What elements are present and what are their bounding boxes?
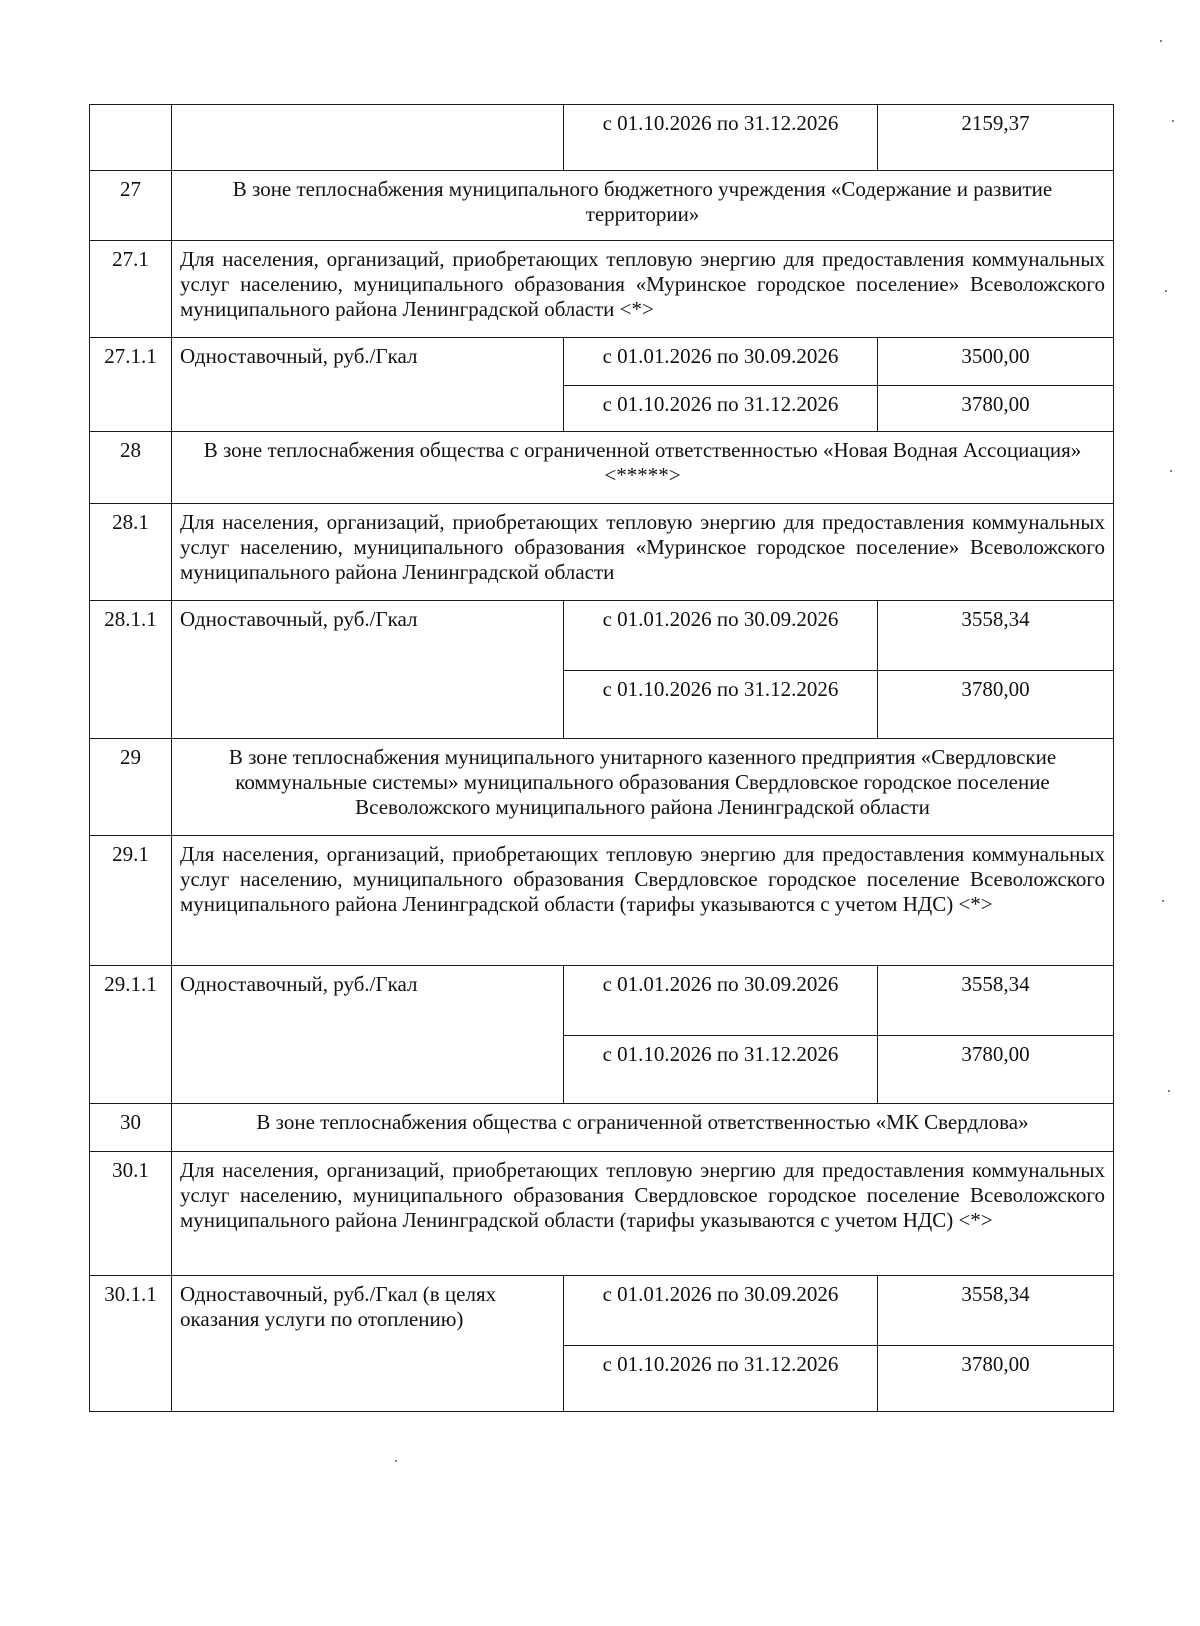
tariff-kind: Одноставочный, руб./Гкал (в целях оказания услуги по отоплению) (172, 1276, 564, 1412)
carryover-kind-cell (172, 105, 564, 171)
tariff-value-cell: 3558,34 (878, 1276, 1114, 1346)
section-title: В зоне теплоснабжения общества с ограниченной ответственностью «МК Свердлова» (172, 1104, 1114, 1152)
tariff-kind: Одноставочный, руб./Гкал (172, 601, 564, 739)
period-cell: с 01.10.2026 по 31.12.2026 (564, 1346, 878, 1412)
tariff-value-cell: 3780,00 (878, 1346, 1114, 1412)
consumer-description: Для населения, организаций, приобретающих тепловую энергию для предоставления коммунальных услуг населению, муниципального образования «Муринское городское поселение» Всеволожского муниципального района Ленинградской области (172, 504, 1114, 601)
period-cell: с 01.01.2026 по 30.09.2026 (564, 601, 878, 671)
consumer-row (90, 241, 1114, 338)
tariff-value-cell: 3780,00 (878, 1036, 1114, 1104)
consumer-row (90, 836, 1114, 966)
consumer-description: Для населения, организаций, приобретающих тепловую энергию для предоставления коммунальных услуг населению, муниципального образования Свердловское городское поселение Всеволожского муниципального района Ленинградской области (тарифы указываются с учетом НДС) <*> (172, 836, 1114, 966)
scan-speck (1168, 1090, 1170, 1092)
period-cell: с 01.01.2026 по 30.09.2026 (564, 966, 878, 1036)
tariff-kind: Одноставочный, руб./Гкал (172, 966, 564, 1104)
consumer-row (90, 1152, 1114, 1276)
tariff-value-cell: 3500,00 (878, 338, 1114, 386)
section-title: В зоне теплоснабжения муниципального бюджетного учреждения «Содержание и развитие территории» (172, 171, 1114, 241)
scan-speck (1162, 900, 1164, 902)
consumer-row (90, 504, 1114, 601)
carryover-row (90, 105, 1114, 171)
tariff-value-cell: 3558,34 (878, 601, 1114, 671)
tariff-kind: Одноставочный, руб./Гкал (172, 338, 564, 432)
carryover-num-cell (90, 105, 172, 171)
section-title: В зоне теплоснабжения муниципального унитарного казенного предприятия «Свердловские коммунальные системы» муниципального образования Свердловское городское поселение Всеволожского муниципального района Ленинградской области (172, 739, 1114, 836)
section-title: В зоне теплоснабжения общества с ограниченной ответственностью «Новая Водная Ассоциация» <*****> (172, 432, 1114, 504)
tariff-row (90, 338, 1114, 386)
tariff-value-cell: 3558,34 (878, 966, 1114, 1036)
tariff-value-cell: 3780,00 (878, 671, 1114, 739)
period-cell: с 01.01.2026 по 30.09.2026 (564, 1276, 878, 1346)
section-header-row (90, 171, 1114, 241)
consumer-description: Для населения, организаций, приобретающих тепловую энергию для предоставления коммунальных услуг населению, муниципального образования «Муринское городское поселение» Всеволожского муниципального района Ленинградской области <*> (172, 241, 1114, 338)
consumer-number: 27.1 (90, 241, 172, 338)
section-number: 29 (90, 739, 172, 836)
consumer-number: 30.1 (90, 1152, 172, 1276)
consumer-number: 29.1 (90, 836, 172, 966)
tariff-value-cell: 3780,00 (878, 386, 1114, 432)
section-number: 28 (90, 432, 172, 504)
section-header-row (90, 1104, 1114, 1152)
section-header-row (90, 432, 1114, 504)
tariff-number: 27.1.1 (90, 338, 172, 432)
tariff-row (90, 1276, 1114, 1346)
section-number: 27 (90, 171, 172, 241)
tariff-row (90, 601, 1114, 671)
period-cell: с 01.10.2026 по 31.12.2026 (564, 386, 878, 432)
period-cell: с 01.10.2026 по 31.12.2026 (564, 105, 878, 171)
tariff-number: 28.1.1 (90, 601, 172, 739)
section-header-row (90, 739, 1114, 836)
scan-speck (1172, 120, 1174, 122)
scan-speck (1160, 40, 1162, 42)
period-cell: с 01.01.2026 по 30.09.2026 (564, 338, 878, 386)
tariff-table (89, 104, 1114, 1412)
period-cell: с 01.10.2026 по 31.12.2026 (564, 671, 878, 739)
tariff-number: 30.1.1 (90, 1276, 172, 1412)
scan-speck (395, 1460, 397, 1462)
scan-speck (1170, 470, 1172, 472)
consumer-number: 28.1 (90, 504, 172, 601)
consumer-description: Для населения, организаций, приобретающих тепловую энергию для предоставления коммунальных услуг населению, муниципального образования Свердловское городское поселение Всеволожского муниципального района Ленинградской области (тарифы указываются с учетом НДС) <*> (172, 1152, 1114, 1276)
period-cell: с 01.10.2026 по 31.12.2026 (564, 1036, 878, 1104)
tariff-row (90, 966, 1114, 1036)
section-number: 30 (90, 1104, 172, 1152)
tariff-value-cell: 2159,37 (878, 105, 1114, 171)
tariff-number: 29.1.1 (90, 966, 172, 1104)
scan-speck (1165, 290, 1167, 292)
